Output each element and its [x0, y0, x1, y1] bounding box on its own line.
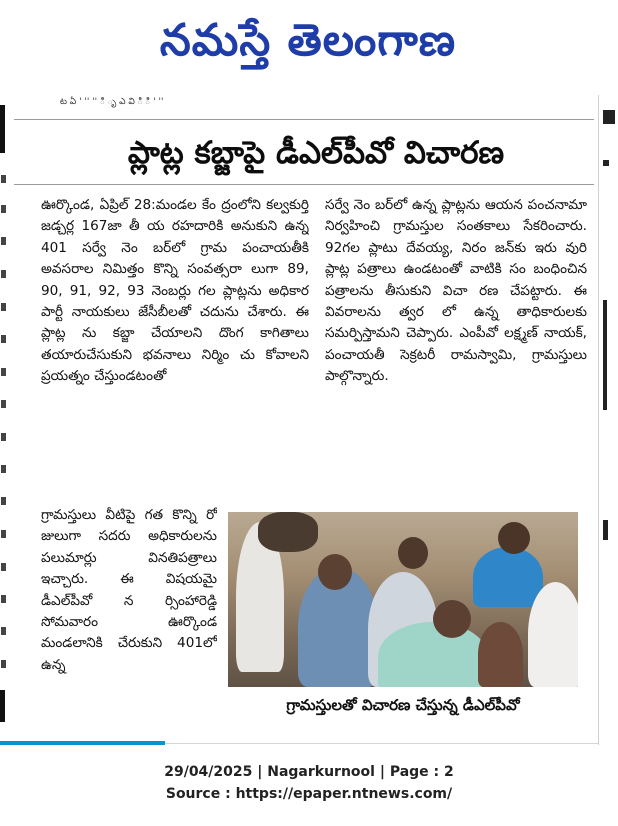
article-body-column-1-continued: గ్రామస్తులు వీటిపై గత కొన్ని రో జులుగా సదరు అధికారులను పలుమార్లు వినతిపత్రాలు ఇచ్చారు. ఈ విషయమై డీఎల్‌పీవో న ర్సింహారెడ్డి సోమవారం ఊర్కొండ మండలానికి చేరుకుని 401లో ఉన్న	[41, 507, 217, 673]
adjacent-column-fragments	[603, 100, 618, 740]
newspaper-masthead: నమస్తే తెలంగాణ	[159, 15, 457, 66]
clipped-text-strip: ట ఏ ' '' '' ి ృ ఎ వి ి ి ' ''	[60, 97, 164, 107]
news-photo	[228, 512, 578, 687]
footer-accent-rule	[0, 741, 165, 745]
article-headline: ప్లాట్ల కబ్జాపై డీఎల్‌పీవో విచారణ	[127, 135, 505, 171]
footer-date-edition: 29/04/2025 | Nagarkurnool | Page : 2	[164, 764, 454, 780]
left-edge-bar	[0, 105, 5, 153]
footer-rule	[165, 743, 598, 744]
headline-bottom-rule	[14, 184, 594, 185]
footer-source: Source : https://epaper.ntnews.com/	[165, 786, 453, 802]
headline-top-rule	[14, 119, 594, 120]
article-body-column-1: ఊర్కొండ, ఏప్రిల్ 28:మండల కేం ద్రంలోని కల్వకుర్తి జడ్చర్ల 167జా తీ య రహదారికి అనుకుని ఉన్న 401 సర్వే నెం బర్‌లో గ్రామ పంచాయతీకి అవసరాల నిమిత్తం కొన్ని సంవత్సరా లుగా 89, 90, 91, 92, 93 నెంబర్లు గల ప్లాట్లను అధికార పార్టీ నాయకులు జేసీబీలతో చదును చేశారు. ఈ ప్లాట్ల ను కబ్జా చేయాలని దొంగ కాగితాలు తయారుచేసుకుని భవనాలు నిర్మిం చు కోవాలని ప్రయత్నం చేస్తుండటంతో	[41, 197, 309, 385]
column-divider	[598, 95, 599, 745]
adjacent-column-fragments	[0, 175, 8, 715]
photo-caption: గ్రామస్తులతో విచారణ చేస్తున్న డీఎల్‌పీవో	[286, 696, 520, 714]
article-body-column-2: సర్వే నెం బర్‌లో ఉన్న ప్లాట్లను ఆయన పంచనామా నిర్వహించి గ్రామస్తుల సంతకాలు సేకరించారు. 92గల ప్లాటు దేవయ్య, నిరం జన్‌కు ఇరు వురి ప్లాట్ల పత్రాలు ఉండటంతో వాటికి సం బంధించిన పత్రాలను తీసుకుని విచా రణ చేపట్టారు. ఈ వివరాలను త్వర లో ఉన్న తాధికారులకు సమర్పిస్తామని చెప్పారు. ఎంపీవో లక్ష్మణ్ నాయక్, పంచాయతీ సెక్రటరీ రామస్వామి, గ్రామస్తులు పాల్గొన్నారు.	[325, 197, 587, 385]
